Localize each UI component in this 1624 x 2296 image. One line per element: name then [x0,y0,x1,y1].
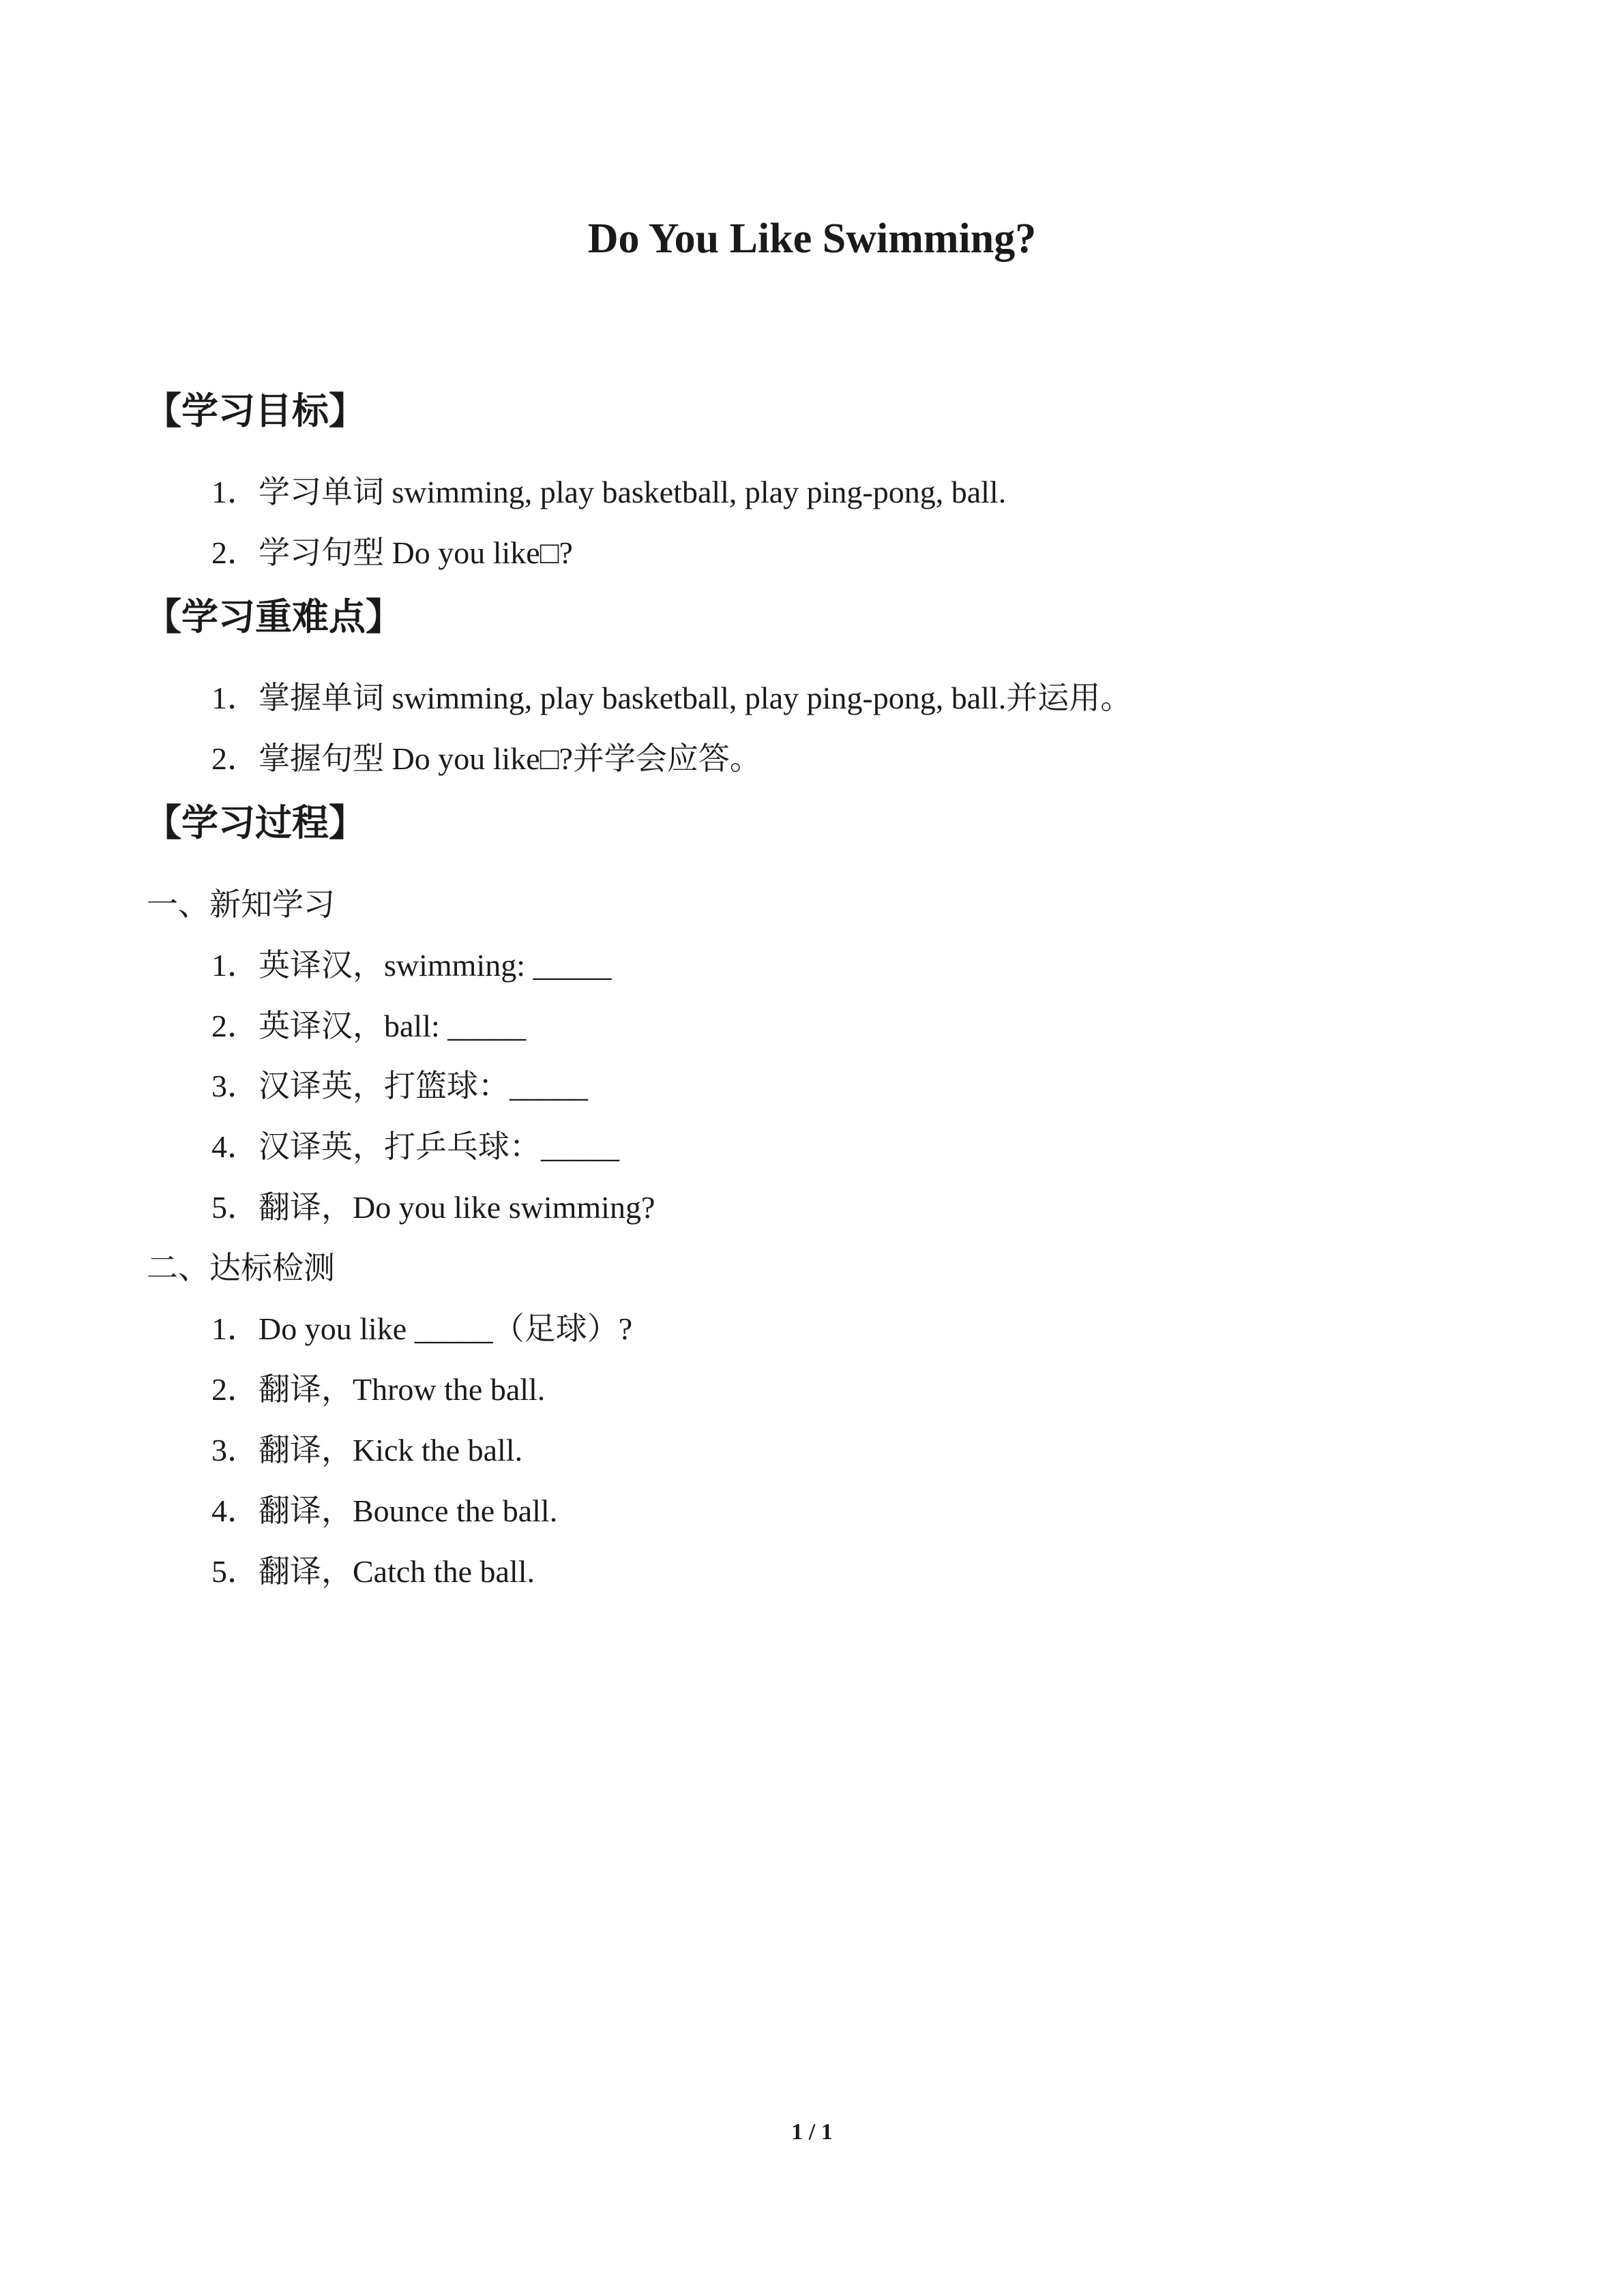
exercise-item: 4．汉译英，打乒乓球：_____ [211,1129,619,1164]
goal-item: 1．学习单词 swimming, play basketball, play ping-pong, ball. [211,475,1007,509]
exercise-item: 5．翻译，Do you like swimming? [211,1190,655,1225]
exercise-item: 2．翻译，Throw the ball. [211,1372,546,1407]
exercise-item: 5．翻译，Catch the ball. [211,1554,535,1589]
exercise-item: 2．英译汉，ball: _____ [211,1009,527,1043]
goal-item: 2．学习句型 Do you like□? [211,535,573,570]
page-number: 1 / 1 [791,2119,833,2145]
section-heading-goals: 【学习目标】 [145,389,366,432]
exercise-item: 1．Do you like _____（足球）? [211,1311,633,1346]
page-title: Do You Like Swimming? [587,215,1037,262]
exercise-item: 4．翻译，Bounce the ball. [211,1493,558,1528]
key-point-item: 2．掌握句型 Do you like□?并学会应答。 [211,741,761,776]
subsection-title-new-knowledge: 一、新知学习 [147,887,335,922]
exercise-item: 3．汉译英，打篮球：_____ [211,1069,588,1103]
subsection-title-assessment: 二、达标检测 [147,1251,335,1285]
key-point-item: 1．掌握单词 swimming, play basketball, play ping-pong, ball.并运用。 [211,681,1132,715]
exercise-item: 3．翻译，Kick the ball. [211,1433,523,1467]
section-heading-key-points: 【学习重难点】 [145,595,402,638]
exercise-item: 1．英译汉，swimming: _____ [211,948,612,983]
section-heading-process: 【学习过程】 [145,801,366,844]
